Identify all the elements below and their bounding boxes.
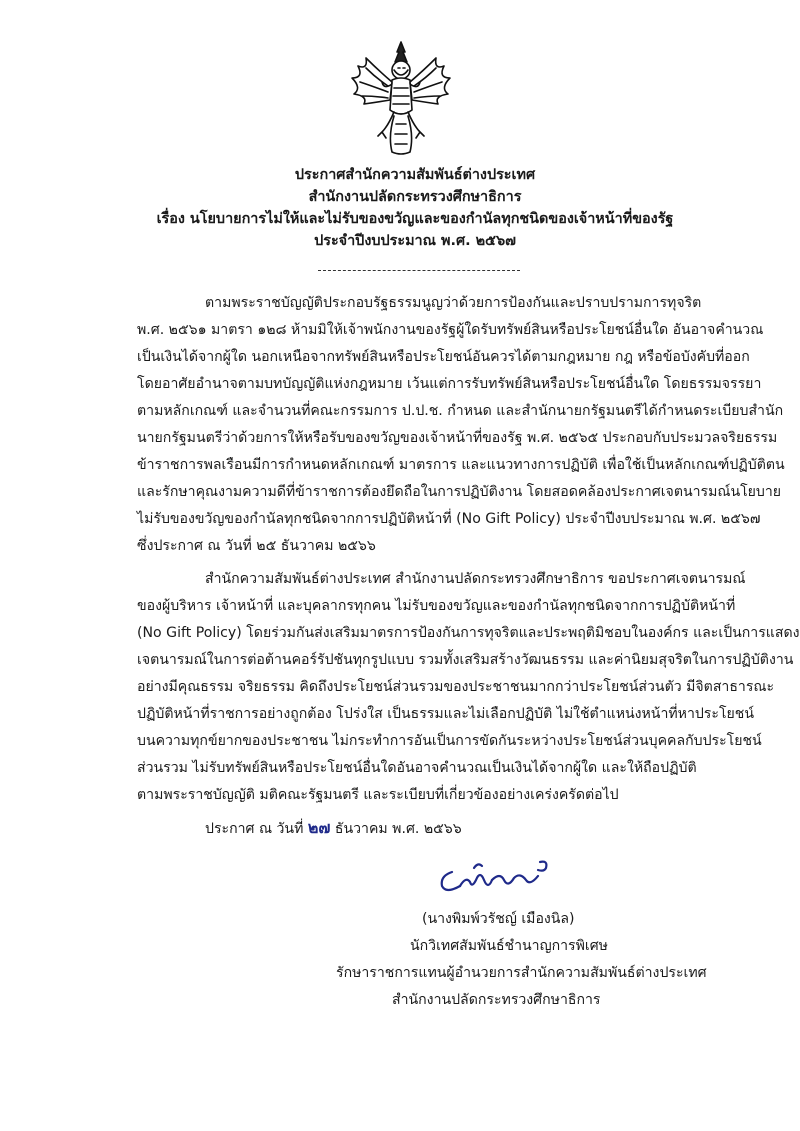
title-divider [318, 270, 520, 271]
paragraph-1-line-3: เป็นเงินได้จากผู้ใด นอกเหนือจากทรัพย์สินหรือประโยชน์อันควรได้ตามกฎหมาย กฎ หรือข้อบังคับที่ออก [137, 349, 750, 365]
fiscal-year-line: ประจำปีงบประมาณ พ.ศ. ๒๕๖๗ [314, 233, 516, 249]
announcement-date [205, 820, 462, 837]
handwritten-signature-icon [430, 850, 560, 902]
date-prefix: ประกาศ ณ วันที่ [205, 821, 304, 837]
signatory-office: สำนักงานปลัดกระทรวงศึกษาธิการ [392, 992, 601, 1008]
signatory-position: นักวิเทศสัมพันธ์ชำนาญการพิเศษ [410, 938, 608, 954]
date-suffix: ธันวาคม พ.ศ. ๒๕๖๖ [334, 821, 462, 837]
garuda-emblem-icon [348, 40, 454, 158]
paragraph-1-line-5: ตามหลักเกณฑ์ และจำนวนที่คณะกรรมการ ป.ป.ช. กำหนด และสำนักนายกรัฐมนตรีได้กำหนดระเบียบสำนัก [137, 403, 784, 419]
date-day-handwritten: ๒๗ [307, 818, 331, 837]
paragraph-1-line-8: และรักษาคุณงามความดีที่ข้าราชการต้องยึดถือในการปฏิบัติงาน โดยสอดคล้องประกาศเจตนารมณ์นโยบาย [137, 484, 782, 500]
paragraph-2-line-6: ปฏิบัติหน้าที่ราชการอย่างถูกต้อง โปร่งใส เป็นธรรมและไม่เลือกปฏิบัติ ไม่ใช้ตำแหน่งหน้าที่หาประโยชน์ [137, 706, 754, 722]
paragraph-2-line-7: บนความทุกข์ยากของประชาชน ไม่กระทำการอันเป็นการขัดกันระหว่างประโยชน์ส่วนบุคคลกับประโยชน์ [137, 733, 762, 749]
signatory-acting-title: รักษาราชการแทนผู้อำนวยการสำนักความสัมพันธ์ต่างประเทศ [336, 965, 707, 981]
announcement-title: ประกาศสำนักความสัมพันธ์ต่างประเทศ [294, 167, 536, 183]
signatory-name: (นางพิมพ์วรัชญ์ เมืองนิล) [422, 911, 575, 927]
office-name: สำนักงานปลัดกระทรวงศึกษาธิการ [308, 189, 522, 205]
paragraph-1-line-2: พ.ศ. ๒๕๖๑ มาตรา ๑๒๘ ห้ามมิให้เจ้าพนักงานของรัฐผู้ใดรับทรัพย์สินหรือประโยชน์อื่นใด อันอาจคำนวณ [137, 322, 764, 338]
paragraph-1-line-10: ซึ่งประกาศ ณ วันที่ ๒๕ ธันวาคม ๒๕๖๖ [137, 538, 376, 554]
paragraph-2-line-2: ของผู้บริหาร เจ้าหน้าที่ และบุคลากรทุกคน ไม่รับของขวัญและของกำนัลทุกชนิดจากการปฏิบัติหน้าที่ [137, 598, 736, 614]
paragraph-1-line-7: ข้าราชการพลเรือนมีการกำหนดหลักเกณฑ์ มาตรการ และแนวทางการปฏิบัติ เพื่อใช้เป็นหลักเกณฑ์ปฏิบัติตน [137, 457, 785, 473]
paragraph-1-line-1: ตามพระราชบัญญัติประกอบรัฐธรรมนูญว่าด้วยการป้องกันและปราบปรามการทุจริต [205, 295, 702, 311]
paragraph-2-line-5: อย่างมีคุณธรรม จริยธรรม คิดถึงประโยชน์ส่วนรวมของประชาชนมากกว่าประโยชน์ส่วนตัว มีจิตสาธารณะ [137, 679, 775, 695]
paragraph-2-line-3: (No Gift Policy) โดยร่วมกันส่งเสริมมาตรการป้องกันการทุจริตและประพฤติมิชอบในองค์กร และเป็นการแสดง [137, 625, 800, 641]
subject-line: เรื่อง นโยบายการไม่ให้และไม่รับของขวัญและของกำนัลทุกชนิดของเจ้าหน้าที่ของรัฐ [156, 211, 674, 227]
paragraph-2-line-9: ตามพระราชบัญญัติ มติคณะรัฐมนตรี และระเบียบที่เกี่ยวข้องอย่างเคร่งครัดต่อไป [137, 787, 619, 803]
paragraph-2-line-8: ส่วนรวม ไม่รับทรัพย์สินหรือประโยชน์อื่นใดอันอาจคำนวณเป็นเงินได้จากผู้ใด และให้ถือปฏิบัติ [137, 760, 697, 776]
paragraph-1-line-9: ไม่รับของขวัญของกำนัลทุกชนิดจากการปฏิบัติหน้าที่ (No Gift Policy) ประจำปีงบประมาณ พ.ศ. ๒๕๖๗ [137, 511, 761, 527]
paragraph-2-line-4: เจตนารมณ์ในการต่อต้านคอร์รัปชันทุกรูปแบบ รวมทั้งเสริมสร้างวัฒนธรรม และค่านิยมสุจริตในการปฏิบัติงาน [137, 652, 794, 668]
paragraph-1-line-4: โดยอาศัยอำนาจตามบทบัญญัติแห่งกฎหมาย เว้นแต่การรับทรัพย์สินหรือประโยชน์อื่นใด โดยธรรมจรรยา [137, 376, 762, 392]
paragraph-1-line-6: นายกรัฐมนตรีว่าด้วยการให้หรือรับของขวัญของเจ้าหน้าที่ของรัฐ พ.ศ. ๒๕๖๕ ประกอบกับประมวลจริยธรรม [137, 430, 778, 446]
paragraph-2-line-1: สำนักความสัมพันธ์ต่างประเทศ สำนักงานปลัดกระทรวงศึกษาธิการ ขอประกาศเจตนารมณ์ [205, 571, 746, 587]
